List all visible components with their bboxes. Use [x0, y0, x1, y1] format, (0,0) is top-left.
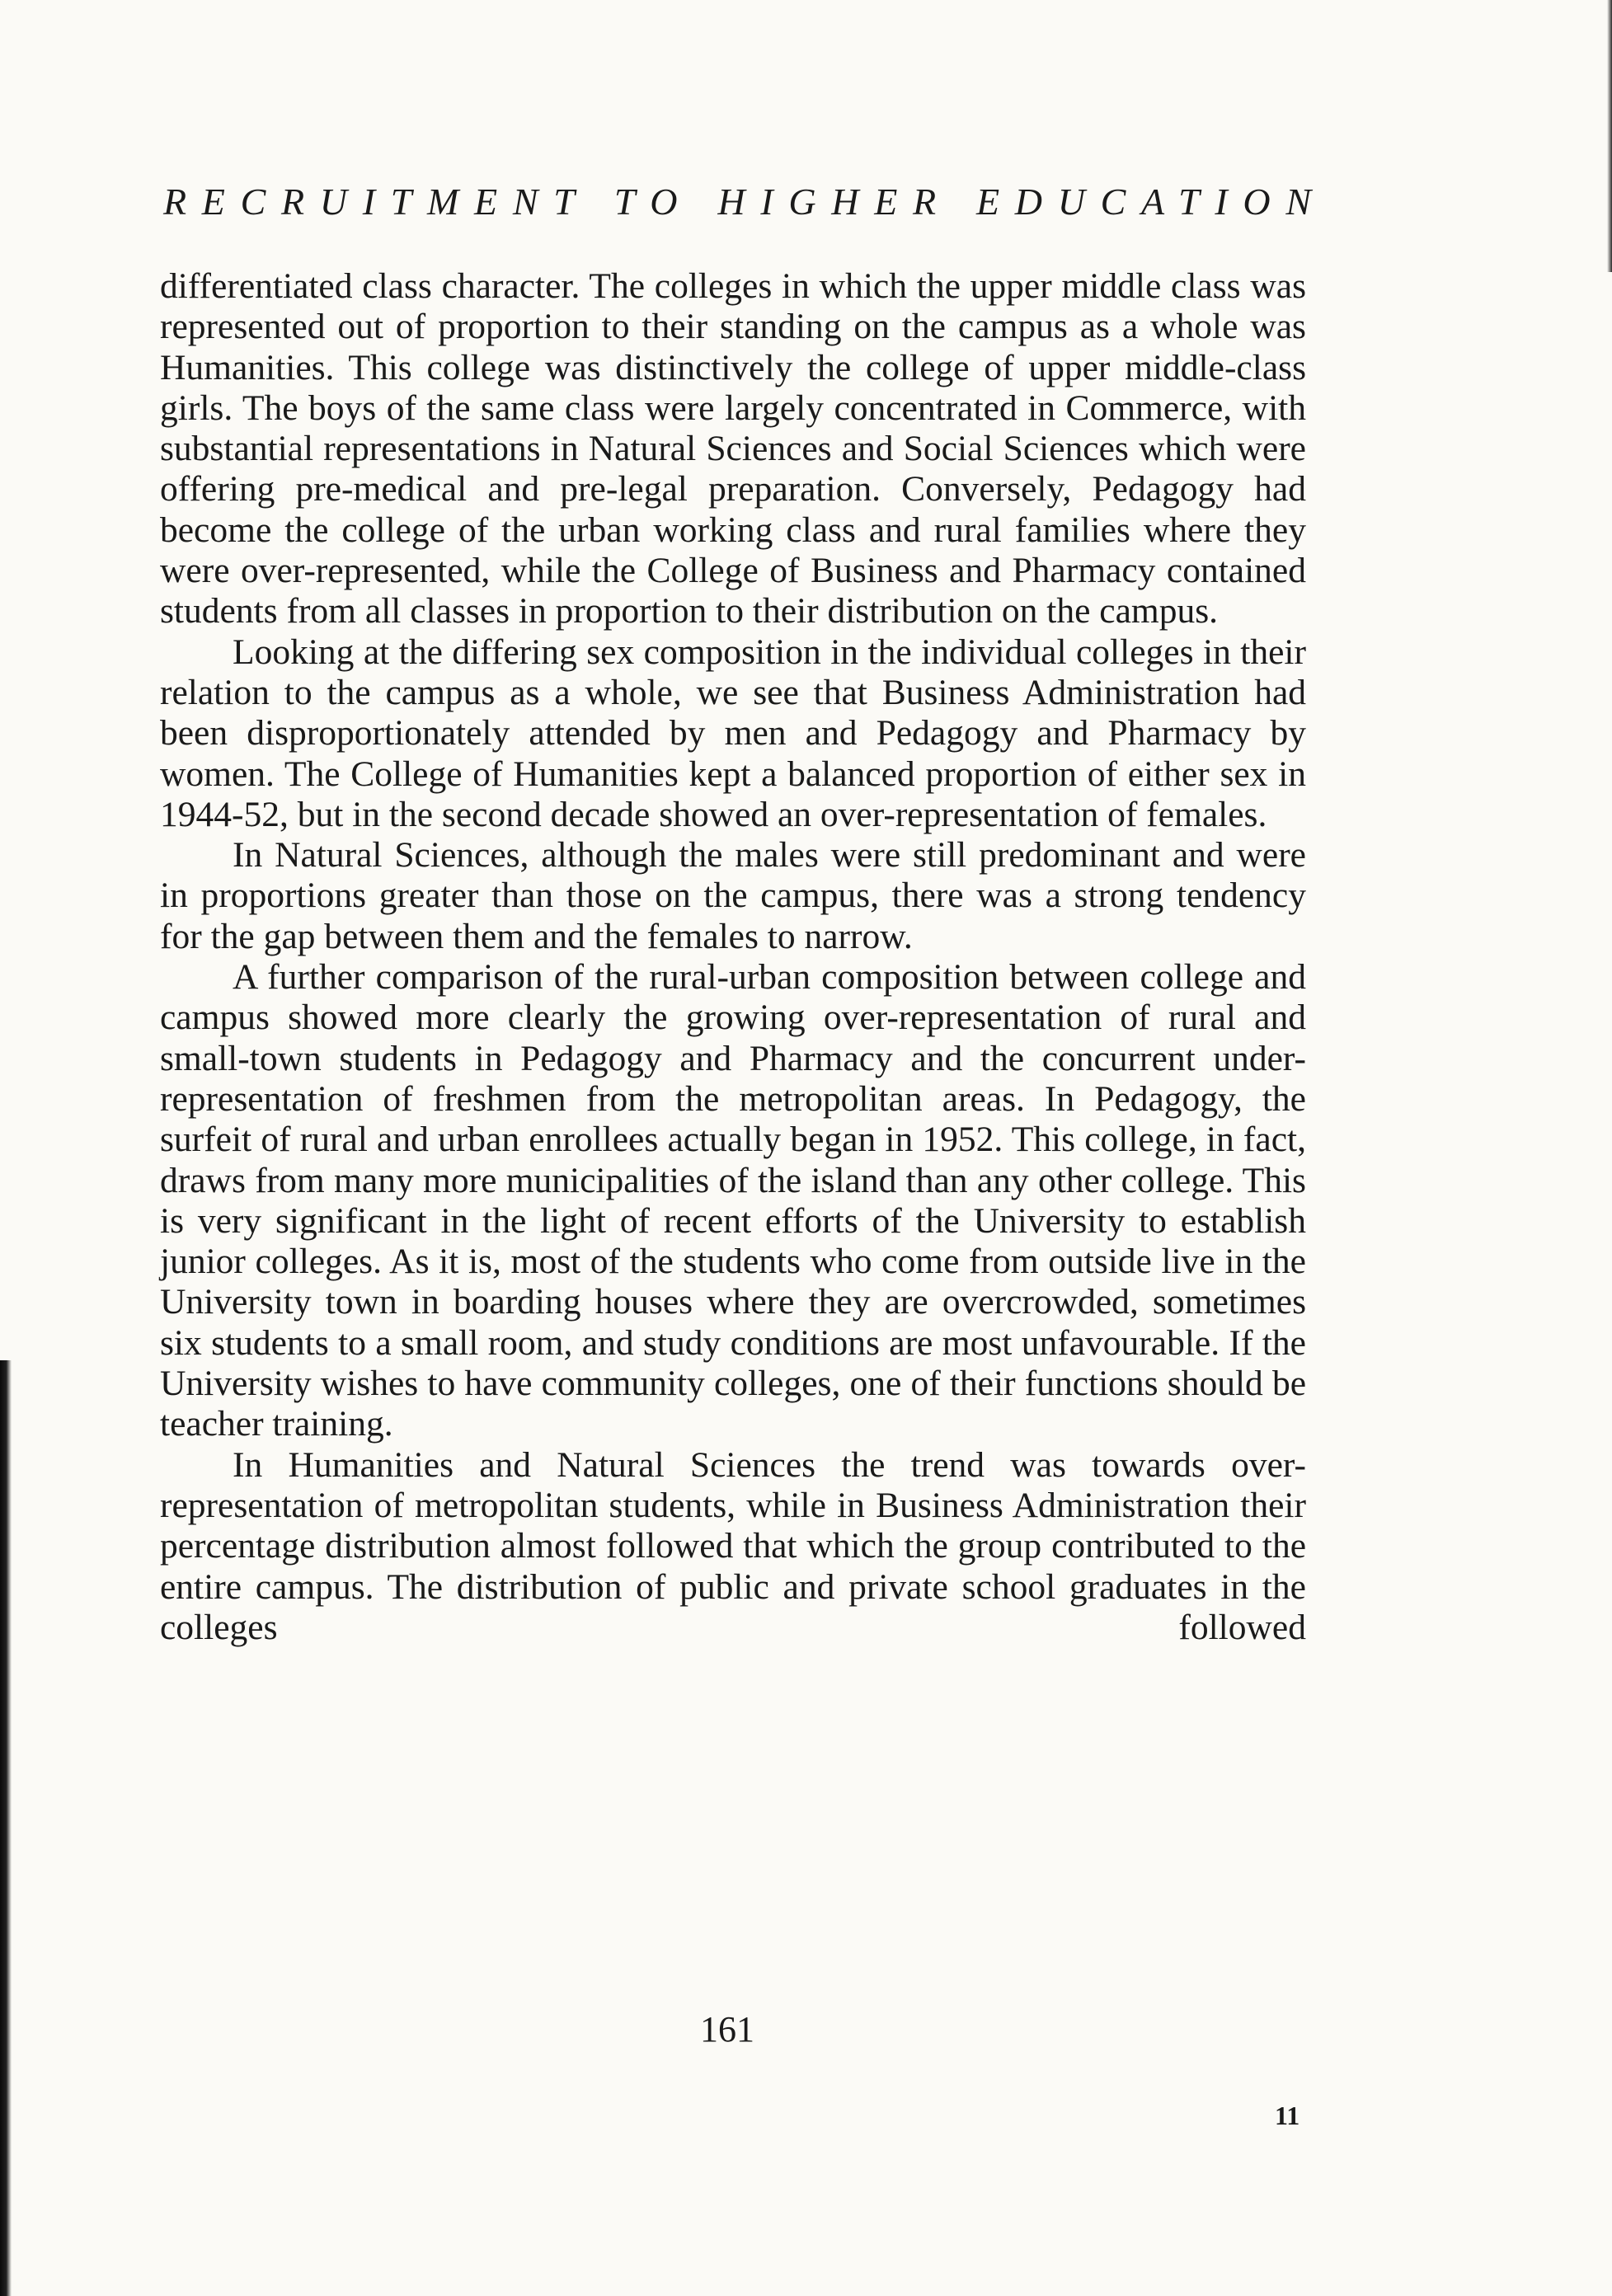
running-header: RECRUITMENT TO HIGHER EDUCATION: [163, 181, 1327, 223]
paragraph-1: differentiated class character. The colleges in which the upper middle class was represented out of proportion to their standing on the campus as a whole was Humanities. This college was distinctively the college of upper middle-class girls. The boys of the same class were largely concentrated in Commerce, with substantial representations in Natural Sciences and Social Sciences which were offering pre-medical and pre-legal preparation. Conversely, Pedagogy had become the college of the urban working class and rural families where they were over-represented, while the College of Business and Pharmacy contained students from all classes in proportion to their distribution on the campus.: [160, 266, 1306, 632]
signature-mark: 11: [1275, 2101, 1300, 2130]
paragraph-5: In Humanities and Natural Sciences the trend was towards over-representation of metropolitan students, while in Business Administration their percentage distribution almost followed that which the group contributed to the entire campus. The distribution of public and private school graduates in the colleges followed: [160, 1444, 1306, 1647]
paragraph-2: Looking at the differing sex composition in the individual colleges in their relation to the campus as a whole, we see that Business Administration had been disproportionately attended by men and Pedagogy and Pharmacy by women. The College of Humanities kept a balanced proportion of either sex in 1944-52, but in the second decade showed an over-representation of females.: [160, 632, 1306, 834]
page-number: 161: [700, 2009, 754, 2049]
paragraph-3: In Natural Sciences, although the males were still predominant and were in proportions greater than those on the campus, there was a strong tendency for the gap between them and the females to narrow.: [160, 835, 1306, 956]
paragraph-4: A further comparison of the rural-urban composition between college and campus showed more clearly the growing over-representation of rural and small-town students in Pedagogy and Pharmacy and the concurrent under-representation of freshmen from the metropolitan areas. In Pedagogy, the surfeit of rural and urban enrollees actually began in 1952. This college, in fact, draws from many more municipalities of the island than any other college. This is very significant in the light of recent efforts of the University to establish junior colleges. As it is, most of the students who come from outside live in the University town in boarding houses where they are overcrowded, sometimes six students to a small room, and study conditions are most unfavourable. If the University wishes to have community colleges, one of their functions should be teacher training.: [160, 957, 1306, 1444]
body-text: [160, 266, 1306, 1648]
scan-shadow-left: [0, 1360, 12, 2296]
scan-shadow-right: [1607, 0, 1612, 272]
